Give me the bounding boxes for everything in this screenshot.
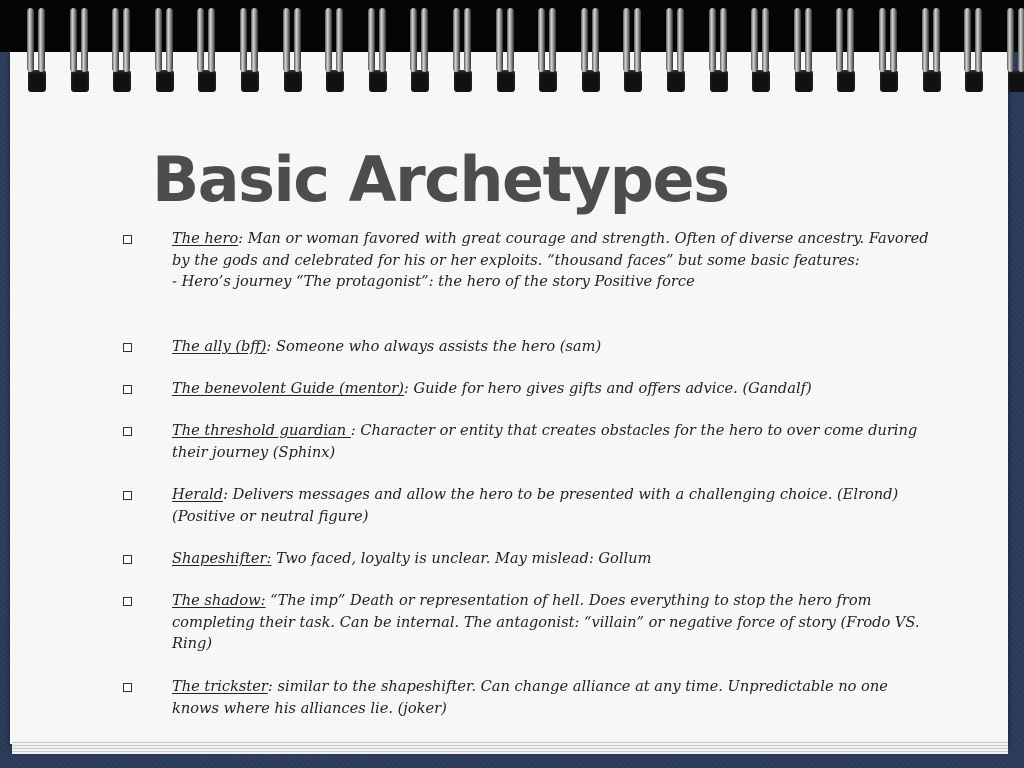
item-description: Guide for hero gives gifts and offers advice. (Gandalf)	[408, 380, 812, 397]
item-text	[172, 336, 932, 358]
spiral-ring-icon	[69, 8, 91, 94]
spiral-ring-icon	[196, 8, 218, 94]
spiral-ring-icon	[154, 8, 176, 94]
item-subpoint: - Hero’s journey “The protagonist”: the hero of the story Positive force	[172, 273, 695, 290]
spiral-ring-icon	[921, 8, 943, 94]
item-text	[172, 484, 932, 527]
spiral-ring-icon	[367, 8, 389, 94]
item-description: Man or woman favored with great courage and strength. Often of diverse ancestry. Favored by the gods and celebrated for his or her exploits. “thousand faces” but some basic features:	[172, 230, 929, 269]
item-term: Herald	[172, 486, 224, 503]
item-description: similar to the shapeshifter. Can change alliance at any time. Unpredictable no one knows where his alliances lie. (joker)	[172, 678, 888, 717]
item-separator: :	[350, 422, 356, 439]
item-text	[172, 378, 932, 400]
page-edges	[12, 740, 1008, 754]
spiral-binding	[0, 0, 1024, 100]
spiral-ring-icon	[26, 8, 48, 94]
item-term: The threshold guardian	[172, 422, 351, 439]
item-term: The ally (bff)	[172, 338, 267, 355]
spiral-ring-icon	[750, 8, 772, 94]
spiral-ring-icon	[580, 8, 602, 94]
item-text	[172, 228, 932, 293]
item-term: The benevolent Guide (mentor)	[172, 380, 404, 397]
item-separator: :	[266, 338, 272, 355]
spiral-ring-icon	[793, 8, 815, 94]
item-description: Delivers messages and allow the hero to be presented with a challenging choice. (Elrond) (Positive or neutral figure)	[172, 486, 899, 525]
item-description: Two faced, loyalty is unclear. May mislead: Gollum	[271, 550, 652, 567]
item-separator: :	[238, 230, 244, 247]
bullet-box-icon	[123, 385, 132, 394]
item-separator: :	[403, 380, 409, 397]
item-separator: :	[223, 486, 228, 503]
spiral-ring-icon	[537, 8, 559, 94]
spiral-ring-icon	[324, 8, 346, 94]
item-text	[172, 590, 932, 655]
bullet-box-icon	[123, 343, 132, 352]
bullet-box-icon	[123, 555, 132, 564]
item-description: Someone who always assists the hero (sam)	[271, 338, 602, 355]
spiral-ring-icon	[111, 8, 133, 94]
spiral-ring-icon	[282, 8, 304, 94]
spiral-ring-icon	[963, 8, 985, 94]
item-description: Character or entity that creates obstacles for the hero to over come during their journey (Sphinx)	[172, 422, 918, 461]
item-separator: :	[267, 678, 273, 695]
bullet-box-icon	[123, 491, 132, 500]
spiral-ring-icon	[452, 8, 474, 94]
item-text	[172, 548, 932, 570]
slide-title: Basic Archetypes	[152, 143, 729, 216]
spiral-ring-icon	[239, 8, 261, 94]
spiral-ring-icon	[495, 8, 517, 94]
bullet-box-icon	[123, 427, 132, 436]
item-term: The trickster	[172, 678, 268, 695]
spiral-ring-icon	[835, 8, 857, 94]
spiral-ring-icon	[878, 8, 900, 94]
item-description: “The imp” Death or representation of hell. Does everything to stop the hero from completing their task. Can be internal. The antagonist: “villain” or negative force of story (Frodo VS. Ring)	[172, 592, 920, 652]
bullet-box-icon	[123, 683, 132, 692]
bullet-box-icon	[123, 235, 132, 244]
spiral-ring-icon	[1006, 8, 1024, 94]
bullet-box-icon	[123, 597, 132, 606]
item-text	[172, 676, 932, 719]
item-term: Shapeshifter:	[172, 550, 272, 567]
spiral-ring-icon	[622, 8, 644, 94]
spiral-ring-icon	[409, 8, 431, 94]
spiral-ring-icon	[665, 8, 687, 94]
item-term: The shadow:	[172, 592, 266, 609]
spiral-ring-icon	[708, 8, 730, 94]
item-term: The hero	[172, 230, 239, 247]
item-text	[172, 420, 932, 463]
